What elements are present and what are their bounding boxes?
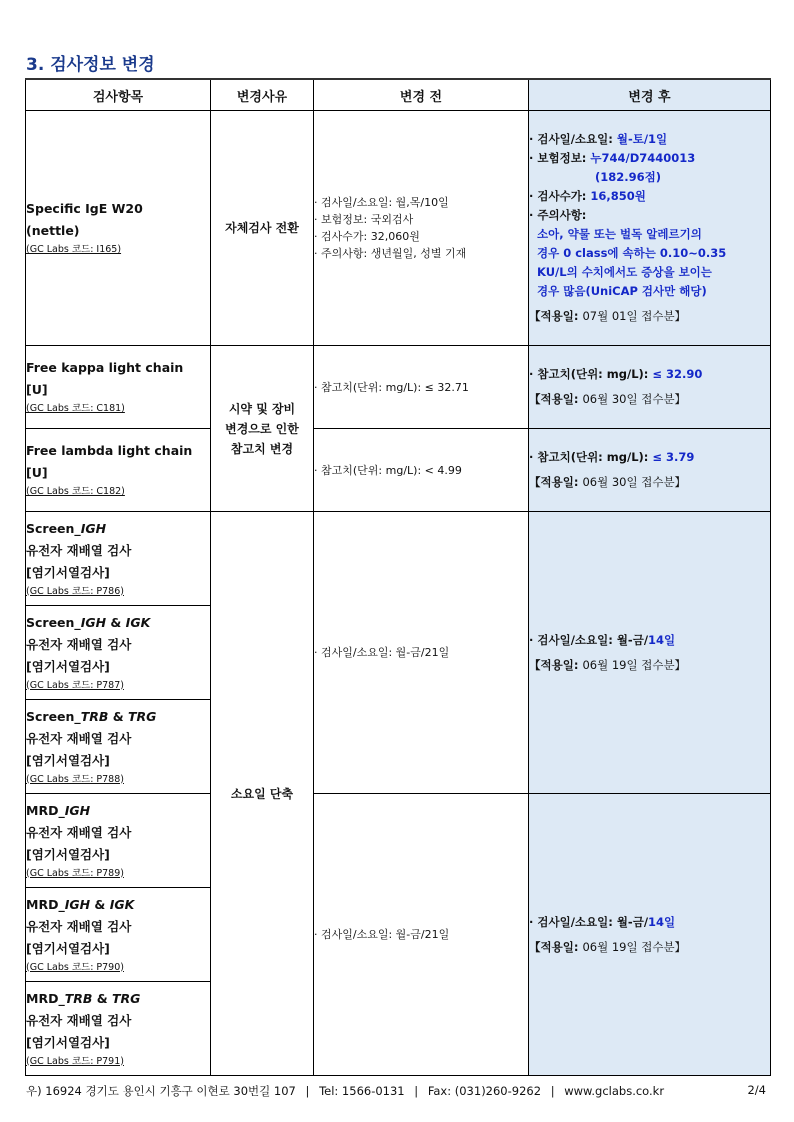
- item-cell: [26, 606, 211, 700]
- item-cell: [26, 346, 211, 429]
- before-cell: · 참고치(단위: mg/L): < 4.99: [314, 429, 529, 512]
- before-line: · 주의사항: 생년월일, 성별 기재: [314, 247, 467, 260]
- item-name-sub: 유전자 재배열 검사: [26, 730, 132, 746]
- after-line: · 참고치(단위: mg/L): ≤ 3.79: [529, 450, 695, 464]
- after-cell: [529, 111, 771, 346]
- after-cell: [529, 429, 771, 512]
- test-change-table: [25, 78, 771, 1076]
- reason-cell: 시약 및 장비 변경으로 인한 참고치 변경: [211, 346, 314, 512]
- before-line: · 검사일/소요일: 월,목/10일: [314, 196, 449, 209]
- page-number: 2/4: [747, 1083, 766, 1097]
- before-line: · 보험정보: 국외검사: [314, 213, 414, 226]
- table-row: [26, 346, 771, 429]
- item-code: (GC Labs 코드: P791): [26, 1055, 124, 1067]
- item-name-sub: [U]: [26, 382, 48, 397]
- footer-website: www.gclabs.co.kr: [564, 1084, 665, 1098]
- item-name-sub: 유전자 재배열 검사: [26, 918, 132, 934]
- page-footer: 우) 16924 경기도 용인시 기흥구 이현로 30번길 107 | Tel: 1566-0131 | Fax: (031)260-9262 | www.gclabs.co.kr 2/4: [26, 1083, 766, 1098]
- item-name-sub: [염기서열검사]: [26, 846, 110, 862]
- item-code: (GC Labs 코드: P787): [26, 679, 124, 691]
- item-code: (GC Labs 코드: P788): [26, 773, 124, 785]
- item-name-sub: [염기서열검사]: [26, 1034, 110, 1050]
- reason-cell: 자체검사 전환: [211, 111, 314, 346]
- item-name: MRD_IGH & IGK: [26, 896, 135, 912]
- before-cell: [314, 111, 529, 346]
- note-line: 경우 많음(UniCAP 검사만 해당): [537, 284, 707, 298]
- item-name: MRD_TRB & TRG: [26, 990, 141, 1006]
- after-line: · 검사일/소요일: 월-금/14일: [529, 632, 676, 647]
- item-code: (GC Labs 코드: C181): [26, 403, 125, 414]
- table-row: [26, 512, 771, 606]
- item-name: Screen_TRB & TRG: [26, 708, 157, 724]
- before-cell: · 검사일/소요일: 월-금/21일: [314, 512, 529, 794]
- header-reason: 변경사유: [211, 79, 314, 111]
- after-line: · 검사일/소요일: 월-토/1일: [529, 132, 668, 146]
- table-row: [26, 794, 771, 888]
- footer-address: 우) 16924 경기도 용인시 기흥구 이현로 30번길 107: [26, 1084, 296, 1098]
- before-line: · 검사수가: 32,060원: [314, 230, 420, 243]
- item-name: Screen_IGH: [26, 520, 107, 536]
- header-before: 변경 전: [314, 79, 529, 111]
- after-line: · 참고치(단위: mg/L): ≤ 32.90: [529, 367, 703, 381]
- item-name-sub: 유전자 재배열 검사: [26, 1012, 132, 1028]
- note-line: 소아, 약물 또는 벌독 알레르기의: [537, 227, 702, 241]
- item-name: Free kappa light chain: [26, 360, 184, 375]
- item-cell: [26, 794, 211, 888]
- item-code: (GC Labs 코드: I165): [26, 244, 122, 255]
- item-name-sub: (nettle): [26, 223, 80, 238]
- after-line: · 주의사항:: [529, 208, 587, 222]
- item-name-sub: 유전자 재배열 검사: [26, 824, 132, 840]
- header-item: 검사항목: [26, 79, 211, 111]
- after-cell: [529, 794, 771, 1076]
- after-line: (182.96점): [595, 170, 661, 184]
- item-name-sub: 유전자 재배열 검사: [26, 636, 132, 652]
- item-cell: [26, 982, 211, 1076]
- after-cell: [529, 346, 771, 429]
- item-name: Specific IgE W20: [26, 201, 143, 216]
- table-row: [26, 429, 771, 512]
- section-title: 3. 검사정보 변경: [26, 55, 155, 75]
- after-cell: [529, 512, 771, 794]
- item-code: (GC Labs 코드: C182): [26, 486, 125, 497]
- footer-fax: Fax: (031)260-9262: [427, 1084, 542, 1098]
- item-name-sub: [U]: [26, 465, 48, 480]
- item-cell: [26, 111, 211, 346]
- apply-date: 【적용일: 06월 19일 접수분】: [529, 939, 687, 954]
- apply-date: 【적용일: 06월 19일 접수분】: [529, 657, 687, 672]
- footer-tel: Tel: 1566-0131: [319, 1084, 405, 1098]
- item-name-sub: [염기서열검사]: [26, 564, 110, 580]
- item-cell: [26, 888, 211, 982]
- table-row: [26, 111, 771, 346]
- item-name-sub: [염기서열검사]: [26, 658, 110, 674]
- item-cell: [26, 700, 211, 794]
- item-code: (GC Labs 코드: P789): [26, 867, 124, 879]
- item-name: Screen_IGH & IGK: [26, 614, 151, 630]
- apply-date: 【적용일: 06월 30일 접수분】: [529, 475, 687, 489]
- apply-date: 【적용일: 06월 30일 접수분】: [529, 392, 687, 406]
- item-code: (GC Labs 코드: P786): [26, 585, 124, 597]
- after-line: · 검사수가: 16,850원: [529, 189, 646, 203]
- item-cell: [26, 512, 211, 606]
- after-line: · 보험정보: 누744/D7440013: [529, 151, 696, 165]
- item-name: MRD_IGH: [26, 802, 91, 818]
- header-after: 변경 후: [529, 79, 771, 111]
- note-line: KU/L의 수치에서도 증상을 보이는: [537, 265, 712, 279]
- before-cell: · 참고치(단위: mg/L): ≤ 32.71: [314, 346, 529, 429]
- item-cell: [26, 429, 211, 512]
- reason-cell: 소요일 단축: [211, 512, 314, 1076]
- item-name: Free lambda light chain: [26, 443, 193, 458]
- item-name-sub: [염기서열검사]: [26, 752, 110, 768]
- note-line: 경우 0 class에 속하는 0.10~0.35: [537, 246, 727, 260]
- apply-date: 【적용일: 07월 01일 접수분】: [529, 309, 687, 323]
- before-cell: · 검사일/소요일: 월-금/21일: [314, 794, 529, 1076]
- item-name-sub: 유전자 재배열 검사: [26, 542, 132, 558]
- table-header-row: [26, 79, 771, 111]
- item-code: (GC Labs 코드: P790): [26, 961, 124, 973]
- after-line: · 검사일/소요일: 월-금/14일: [529, 914, 676, 929]
- item-name-sub: [염기서열검사]: [26, 940, 110, 956]
